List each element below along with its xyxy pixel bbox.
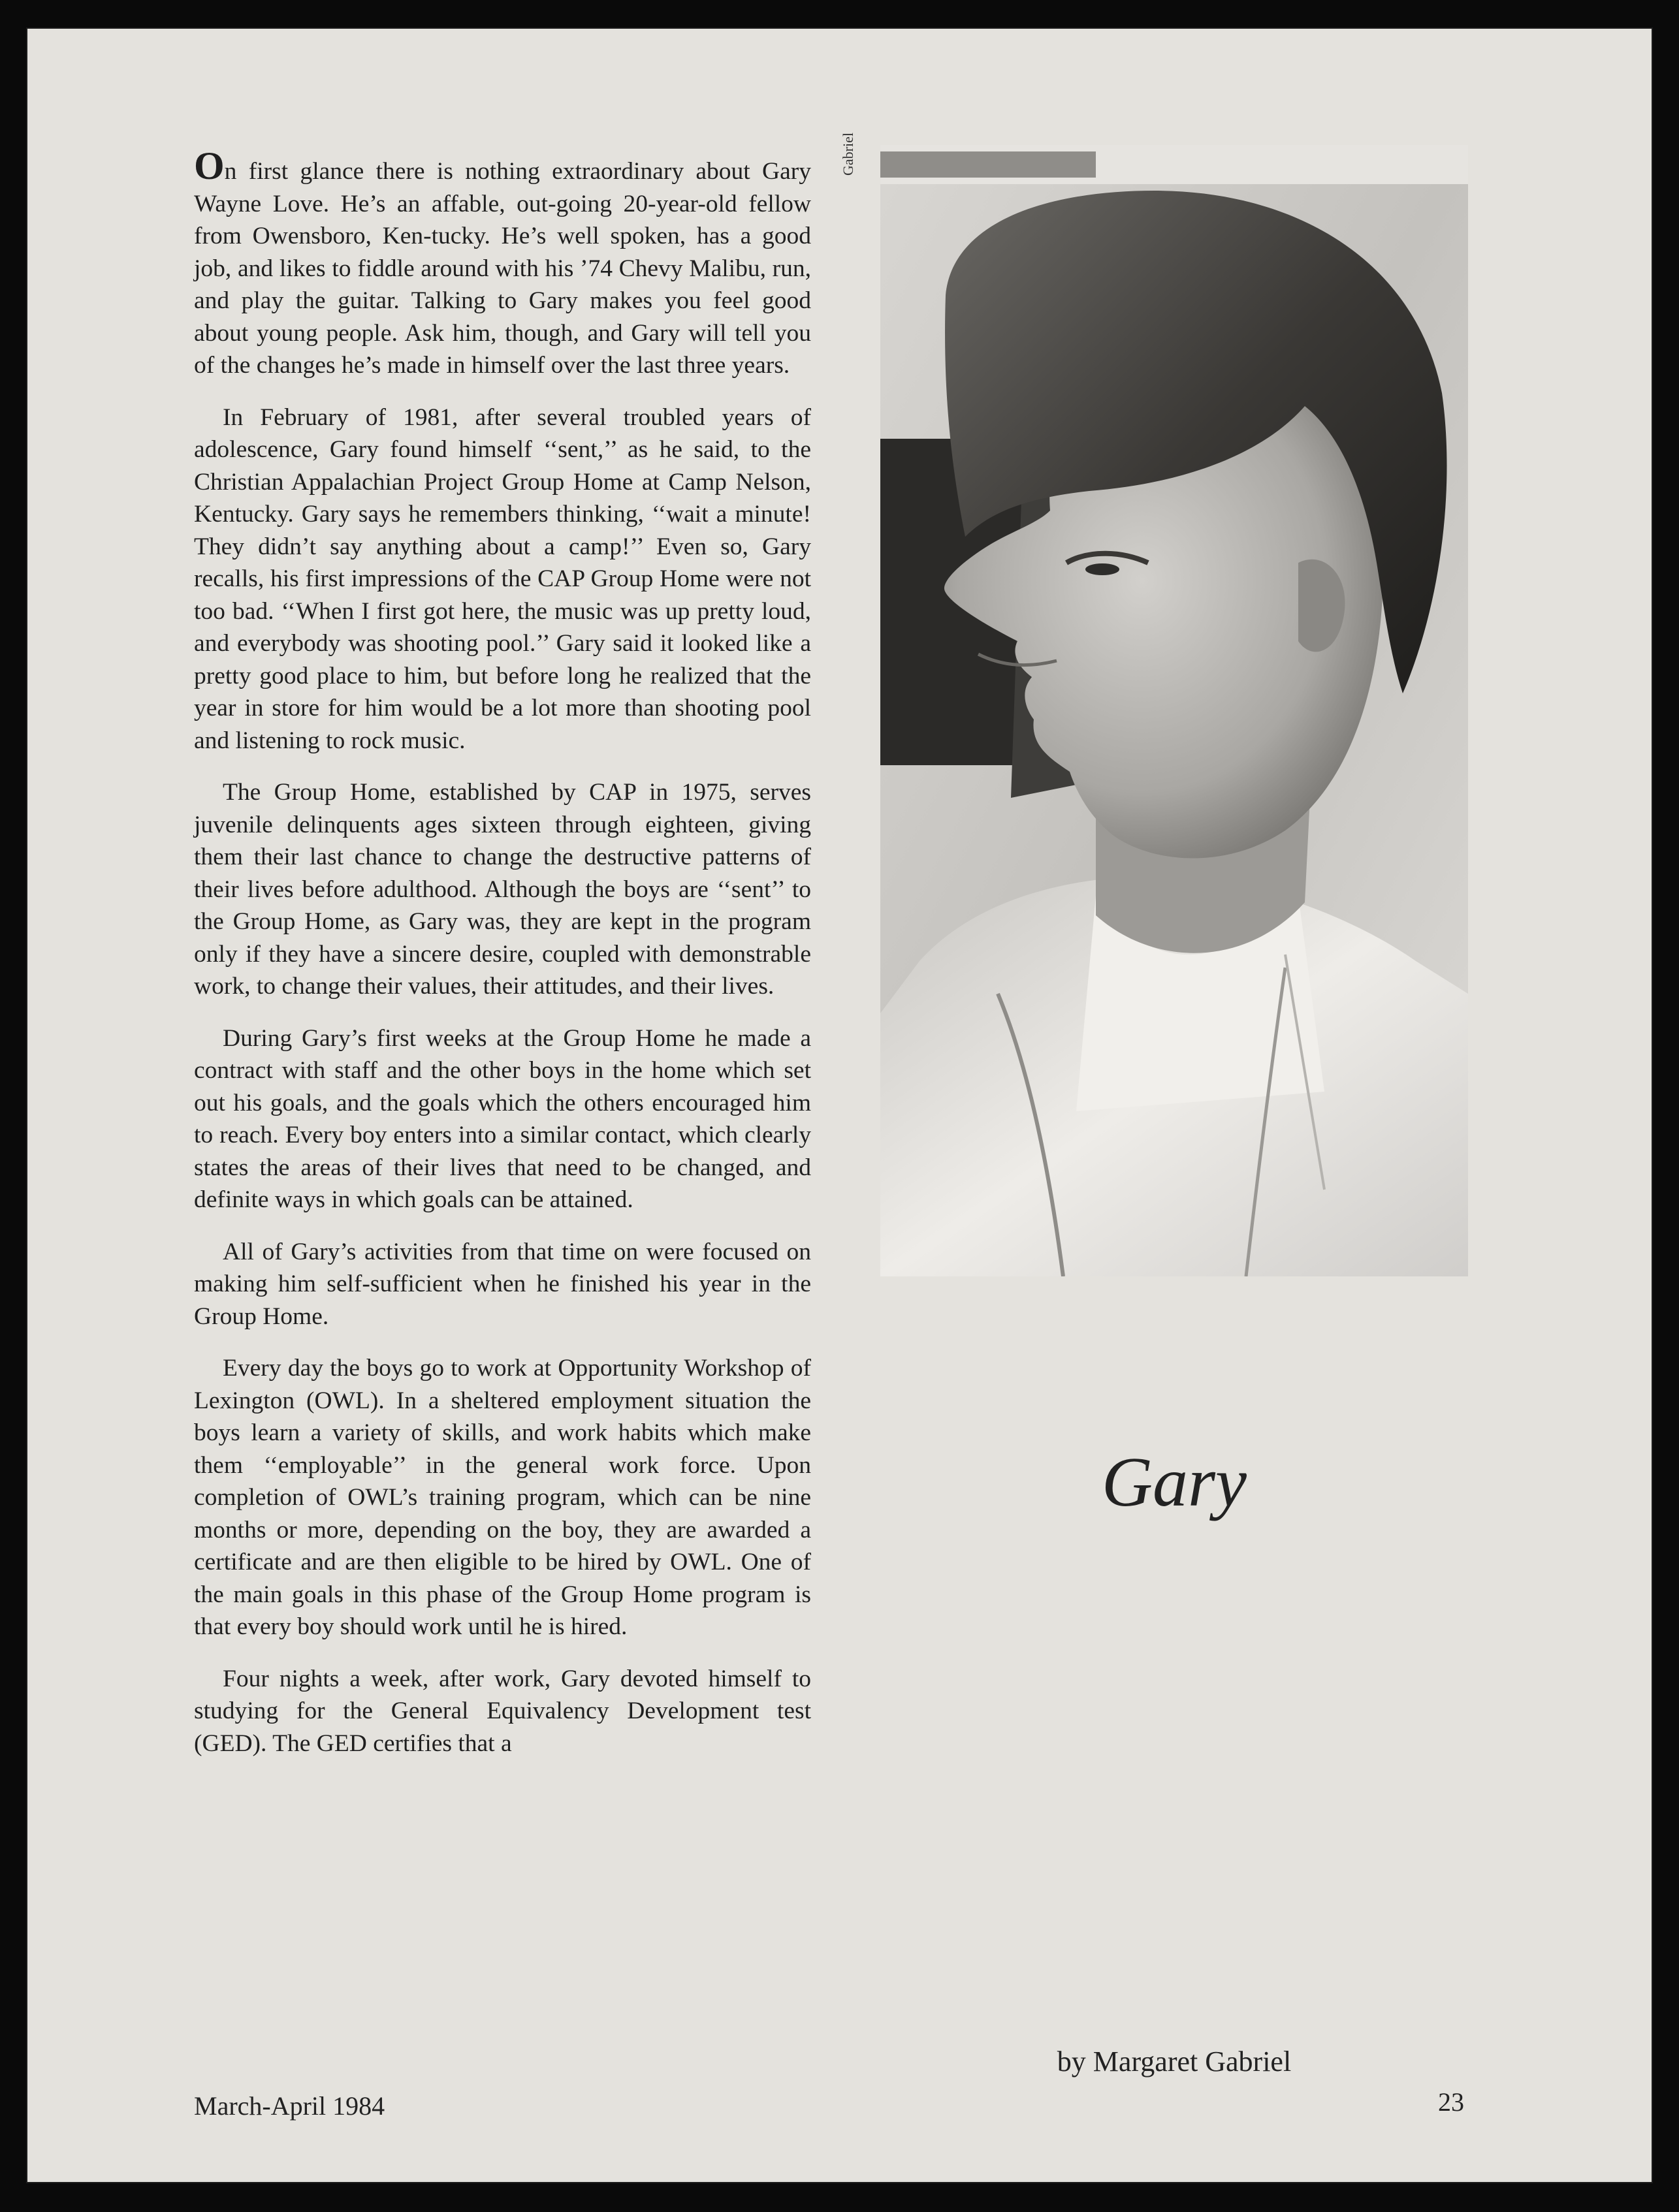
article-paragraph: Four nights a week, after work, Gary devoted himself to studying for the General Equivalency Development test (GED). The GED certifies that a	[194, 1665, 811, 1757]
article-body	[194, 144, 811, 1779]
photo-credit: Gabriel	[840, 133, 856, 176]
article-paragraph: In February of 1981, after several troubled years of adolescence, Gary found himself ‘‘sent,’’ as he said, to the Christian Appalachian Project Group Home at Camp Nelson, Kentucky. Gary says he remembers thinking, ‘‘wait a minute! They didn’t say anything about a camp!’’ Even so, Gary recalls, his first impressions of the CAP Group Home were not too bad. ‘‘When I first got here, the music was up pretty loud, and everybody was shooting pool.’’ Gary said it looked like a pretty good place to him, but before long he realized that the year in store for him would be a lot more than shooting pool and listening to rock music.	[194, 403, 811, 754]
article-paragraph: The Group Home, established by CAP in 1975, serves juvenile delinquents ages sixteen through eighteen, giving them their last chance to change the destructive patterns of their lives before adulthood. Although the boys are ‘‘sent’’ to the Group Home, as Gary was, they are kept in the program only if they have a sincere desire, coupled with demonstrable work, to change their values, their attitudes, and their lives.	[194, 779, 811, 1000]
article-title: Gary	[1102, 1444, 1247, 1521]
portrait-photo	[880, 145, 1468, 1276]
drop-cap: O	[194, 144, 225, 187]
article-paragraph: Every day the boys go to work at Opportunity Workshop of Lexington (OWL). In a sheltered employment situation the boys learn a variety of skills, and work habits which make them ‘‘employable’’ in the general work force. Upon completion of OWL’s training program, which can be nine months or more, depending on the boy, they are awarded a certificate and are then eligible to be hired by OWL. One of the main goals in this phase of the Group Home program is that every boy should work until he is hired.	[194, 1355, 811, 1640]
paragraph-text: n first glance there is nothing extraordinary about Gary Wayne Love. He’s an affable, out-going 20-year-old fellow from Owensboro, Ken-tucky. He’s well spoken, has a good job, and likes to fiddle around with his ’74 Chevy Malibu, run, and play the guitar. Talking to Gary makes you feel good about young people. Ask him, though, and Gary will tell you of the changes he’s made in himself over the last three years.	[194, 158, 811, 379]
article-paragraph: During Gary’s first weeks at the Group Home he made a contract with staff and the other boys in the home which set out his goals, and the goals which the others encouraged him to reach. Every boy enters into a similar contact, which clearly states the areas of their lives that need to be changed, and definite ways in which goals can be attained.	[194, 1024, 811, 1213]
byline: by Margaret Gabriel	[1057, 2046, 1292, 2078]
footer-date: March-April 1984	[194, 2091, 385, 2121]
page-number: 23	[1438, 2087, 1464, 2117]
article-paragraph	[194, 144, 811, 382]
article-paragraph: All of Gary’s activities from that time on were focused on making him self-sufficient when he finished his year in the Group Home.	[194, 1238, 811, 1330]
magazine-page	[27, 29, 1652, 2182]
